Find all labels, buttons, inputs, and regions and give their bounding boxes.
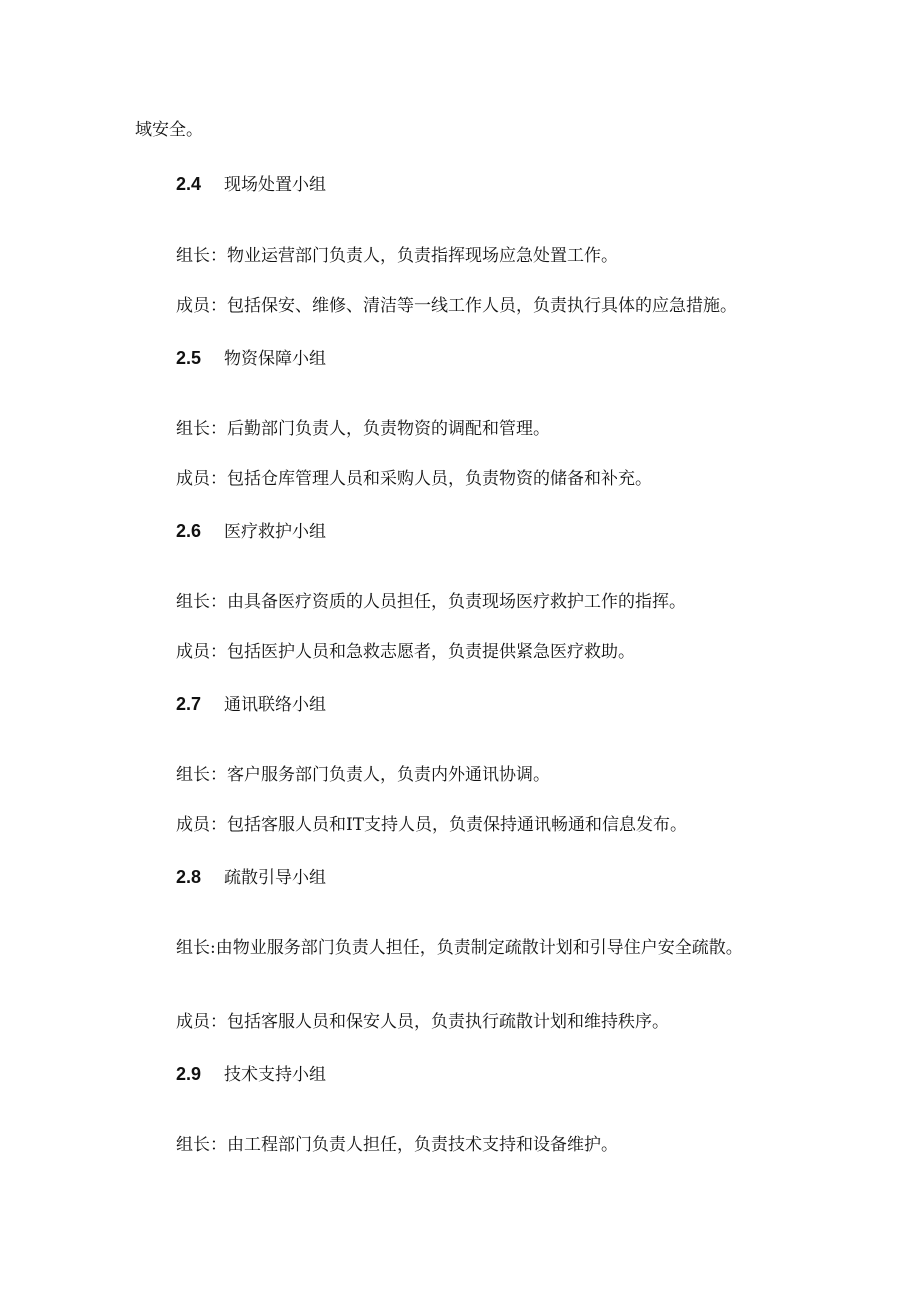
section-heading [176,1064,326,1085]
section-title: 医疗救护小组 [224,522,326,542]
section-number: 2.8 [176,867,202,887]
members-text: 成员：包括保安、维修、清洁等一线工作人员，负责执行具体的应急措施。 [176,296,737,316]
leader-text: 组长:由物业服务部门负责人担任，负责制定疏散计划和引导住户安全疏散。 [176,938,743,958]
leader-text: 组长：物业运营部门负责人，负责指挥现场应急处置工作。 [176,246,618,266]
members-text: 成员：包括客服人员和IT支持人员，负责保持通讯畅通和信息发布。 [176,815,688,835]
intro-text: 域安全。 [135,120,203,140]
section-title: 现场处置小组 [224,175,326,195]
section-number: 2.5 [176,348,202,368]
section-number: 2.4 [176,174,202,194]
section-heading [176,694,326,715]
section-number: 2.6 [176,521,202,541]
section-number: 2.7 [176,694,202,714]
section-title: 疏散引导小组 [224,868,326,888]
leader-text: 组长：客户服务部门负责人，负责内外通讯协调。 [176,765,550,785]
section-heading [176,521,326,542]
members-text: 成员：包括仓库管理人员和采购人员，负责物资的储备和补充。 [176,469,652,489]
section-heading [176,348,326,369]
section-title: 技术支持小组 [224,1065,326,1085]
section-heading [176,174,326,195]
members-text: 成员：包括客服人员和保安人员，负责执行疏散计划和维持秩序。 [176,1012,669,1032]
section-title: 物资保障小组 [224,349,326,369]
leader-text: 组长：由具备医疗资质的人员担任，负责现场医疗救护工作的指挥。 [176,592,686,612]
members-text: 成员：包括医护人员和急救志愿者，负责提供紧急医疗救助。 [176,642,635,662]
leader-text: 组长：后勤部门负责人，负责物资的调配和管理。 [176,419,550,439]
leader-text: 组长：由工程部门负责人担任，负责技术支持和设备维护。 [176,1135,618,1155]
section-title: 通讯联络小组 [224,695,326,715]
section-number: 2.9 [176,1064,202,1084]
section-heading [176,867,326,888]
